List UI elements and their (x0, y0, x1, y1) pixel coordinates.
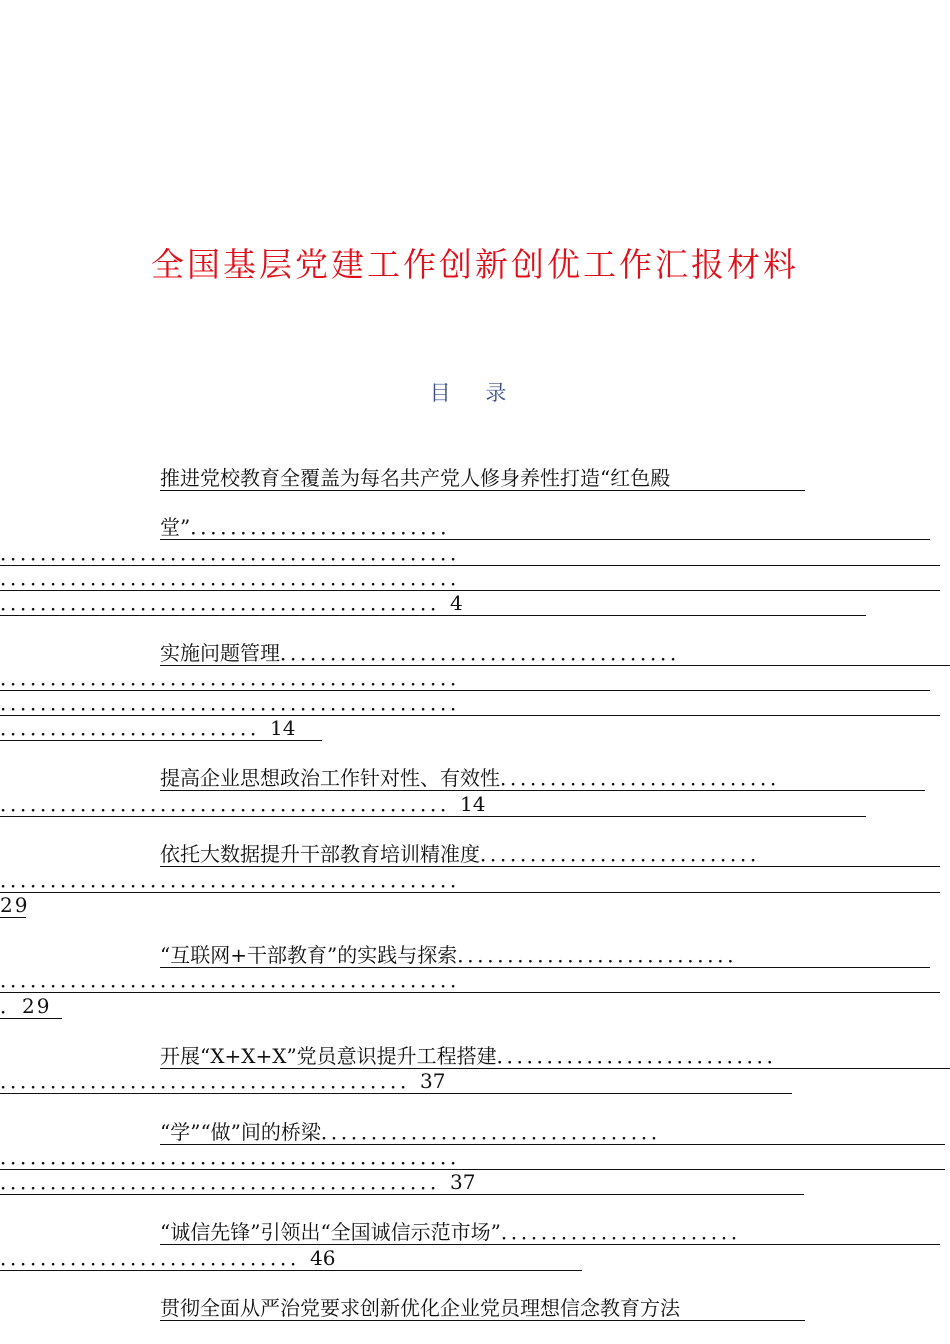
toc-entry-title-line[interactable]: “互联网+干部教育”的实践与探索．．．．．．．．．．．．．．．．．．．．．．．．．．．． (160, 943, 930, 968)
document-title: 全国基层党建工作创新创优工作汇报材料 (151, 245, 799, 284)
toc-entry-title-line[interactable]: “学”“做”间的桥梁．．．．．．．．．．．．．．．．．．．．．．．．．．．．．．．．．． (160, 1120, 945, 1145)
toc-leader-line: ．．．．．．．．．．．．．．．．．．．．．．．．．．．．．．．．．．．．．．．．．．．．．． (0, 566, 940, 591)
toc-leader-line: ．．．．．．．．．．．．．．．．．．．．．．．．．．．．．．．．．．．．．．．．．．．．．． (0, 868, 940, 893)
toc-leader-line-with-page: ．．．．．．．．．．．．．．．．．．．．．．．．．．．．．．．．．．．．．．．．．37 (0, 1069, 792, 1094)
toc-entry-title-line[interactable]: “诚信先锋”引领出“全国诚信示范市场”．．．．．．．．．．．．．．．．．．．．．．．． (160, 1220, 940, 1245)
toc-leader-line-with-page: ．．．．．．．．．．．．．．．．．．．．．．．．．．．．．．．．．．．．．．．．．．．．37 (0, 1170, 804, 1195)
toc-leader-line-with-page: ．．．．．．．．．．．．．．．．．．．．．．．．．．．．．．46 (0, 1246, 582, 1271)
toc-page-number: 29 (0, 893, 30, 917)
toc-entry-title-line[interactable]: 实施问题管理．．．．．．．．．．．．．．．．．．．．．．．．．．．．．．．．．．．．．．．． (160, 641, 950, 666)
toc-entry-title-line[interactable]: 贯彻全面从严治党要求创新优化企业党员理想信念教育方法 (160, 1296, 805, 1321)
toc-leader-line: ．．．．．．．．．．．．．．．．．．．．．．．．．．．．．．．．．．．．．．．．．．．．．． (0, 666, 930, 691)
toc-leader-line: ．．．．．．．．．．．．．．．．．．．．．．．．．．．．．．．．．．．．．．．．．．．．．． (0, 541, 940, 566)
toc-leader-line-with-page: ．．．．．．．．．．．．．．．．．．．．．．．．．．．．．．．．．．．．．．．．．．．．．14 (0, 792, 866, 817)
toc-leader-line-with-page: ．29 (0, 994, 62, 1019)
toc-leader-line: ．．．．．．．．．．．．．．．．．．．．．．．．．．．．．．．．．．．．．．．．．．．．．． (0, 1145, 945, 1170)
toc-entry-title-line[interactable]: 开展“X+X+X”党员意识提升工程搭建．．．．．．．．．．．．．．．．．．．．．．．．．．．． (160, 1044, 950, 1069)
toc-entry-title-line[interactable]: 依托大数据提升干部教育培训精准度．．．．．．．．．．．．．．．．．．．．．．．．．．．． (160, 842, 940, 867)
toc-leader-line-with-page: ．．．．．．．．．．．．．．．．．．．．．．．．．．14 (0, 716, 322, 741)
toc-heading: 目 录 (429, 381, 521, 405)
toc-entry-title-line[interactable]: 推进党校教育全覆盖为每名共产党人修身养性打造“红色殿 (160, 466, 805, 491)
toc-entry-title-line[interactable]: 提高企业思想政治工作针对性、有效性．．．．．．．．．．．．．．．．．．．．．．．．．．．． (160, 766, 925, 791)
toc-leader-line-with-page: ．．．．．．．．．．．．．．．．．．．．．．．．．．．．．．．．．．．．．．．．．．．．4 (0, 591, 866, 616)
toc-leader-line: 堂”．．．．．．．．．．．．．．．．．．．．．．．．．． (160, 515, 930, 540)
toc-leader-line: ．．．．．．．．．．．．．．．．．．．．．．．．．．．．．．．．．．．．．．．．．．．．．． (0, 968, 940, 993)
toc-leader-line: ．．．．．．．．．．．．．．．．．．．．．．．．．．．．．．．．．．．．．．．．．．．．．． (0, 691, 940, 716)
